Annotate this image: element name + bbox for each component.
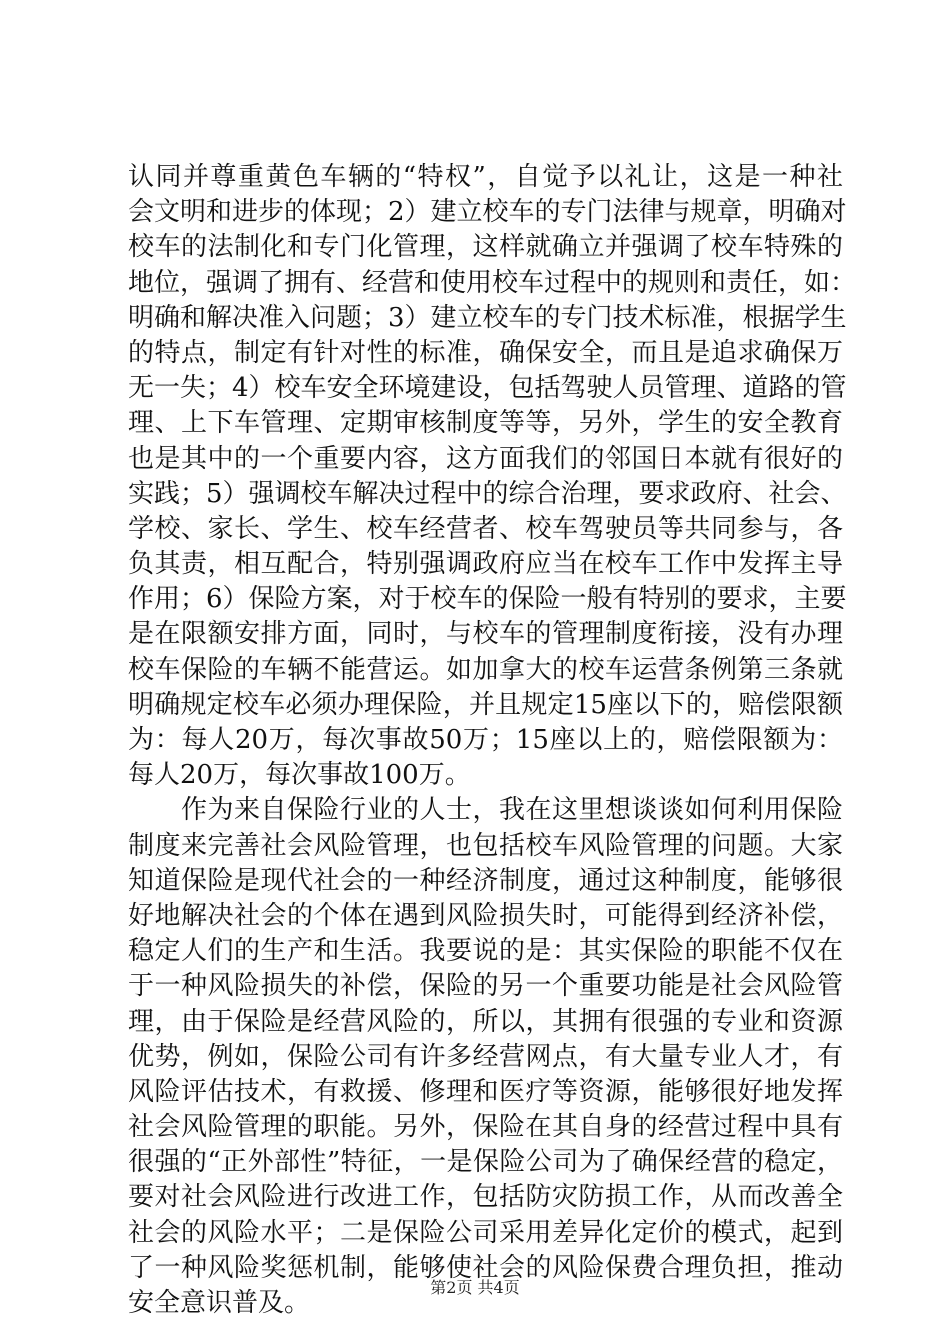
text-line: 好地解决社会的个体在遇到风险损失时，可能得到经济补偿， [128,900,843,931]
text-line: 优势，例如，保险公司有许多经营网点，有大量专业人才，有 [128,1041,843,1072]
text-line: 制度来完善社会风险管理，也包括校车风险管理的问题。大家 [128,830,843,861]
text-line: 作用；6）保险方案，对于校车的保险一般有特别的要求，主要 [128,584,847,615]
text-line: 社会风险管理的职能。另外，保险在其自身的经营过程中具有 [128,1112,843,1143]
text-line: 于一种风险损失的补偿，保险的另一个重要功能是社会风险管 [128,971,843,1002]
text-line: 无一失；4）校车安全环境建设，包括驾驶人员管理、道路的管 [128,373,847,404]
text-line: 了一种风险奖惩机制，能够使社会的风险保费合理负担，推动 [128,1252,843,1283]
text-line: 知道保险是现代社会的一种经济制度，通过这种制度，能够很 [128,865,843,896]
text-line: 也是其中的一个重要内容，这方面我们的邻国日本就有很好的 [128,443,843,474]
text-line: 学校、家长、学生、校车经营者、校车驾驶员等共同参与，各 [128,513,843,544]
text-line: 稳定人们的生产和生活。我要说的是：其实保险的职能不仅在 [128,936,843,967]
text-line: 理、上下车管理、定期审核制度等等，另外，学生的安全教育 [128,408,843,439]
text-line: 作为来自保险行业的人士，我在这里想谈谈如何利用保险 [128,795,843,826]
text-line: 为：每人20万，每次事故50万；15座以上的，赔偿限额为： [128,725,843,755]
text-line: 社会的风险水平；二是保险公司采用差异化定价的模式，起到 [128,1217,843,1248]
text-line: 明确规定校车必须办理保险，并且规定15座以下的，赔偿限额 [128,689,843,720]
text-line: 地位，强调了拥有、经营和使用校车过程中的规则和责任，如： [128,267,857,298]
text-line: 明确和解决准入问题；3）建立校车的专门技术标准，根据学生 [128,302,847,333]
text-line: 风险评估技术，有救援、修理和医疗等资源，能够很好地发挥 [128,1076,843,1107]
text-line: 校车的法制化和专门化管理，这样就确立并强调了校车特殊的 [128,232,843,263]
text-line: 要对社会风险进行改进工作，包括防灾防损工作，从而改善全 [128,1182,843,1213]
text-line: 安全意识普及。 [128,1288,311,1318]
text-line: 校车保险的车辆不能营运。如加拿大的校车运营条例第三条就 [128,654,843,685]
paragraph-1 [128,160,857,793]
text-line: 会文明和进步的体现；2）建立校车的专门法律与规章，明确对 [128,197,847,228]
text-line: 是在限额安排方面，同时，与校车的管理制度衔接，没有办理 [128,619,843,650]
text-line: 实践；5）强调校车解决过程中的综合治理，要求政府、社会、 [128,478,847,509]
page-number-footer: 第2页 共4页 [430,1278,520,1297]
text-line: 每人20万，每次事故100万。 [128,760,471,791]
text-line: 很强的“正外部性”特征，一是保险公司为了确保经营的稳定， [128,1147,843,1178]
text-line: 负其责，相互配合，特别强调政府应当在校车工作中发挥主导 [128,549,843,580]
text-line: 的特点，制定有针对性的标准，确保安全，而且是追求确保万 [128,337,843,368]
paragraph-2 [128,793,843,1321]
text-line: 理，由于保险是经营风险的，所以，其拥有很强的专业和资源 [128,1006,843,1037]
text-line: 认同并尊重黄色车辆的“特权”，自觉予以礼让，这是一种社 [128,162,843,192]
document-body [128,160,857,1321]
